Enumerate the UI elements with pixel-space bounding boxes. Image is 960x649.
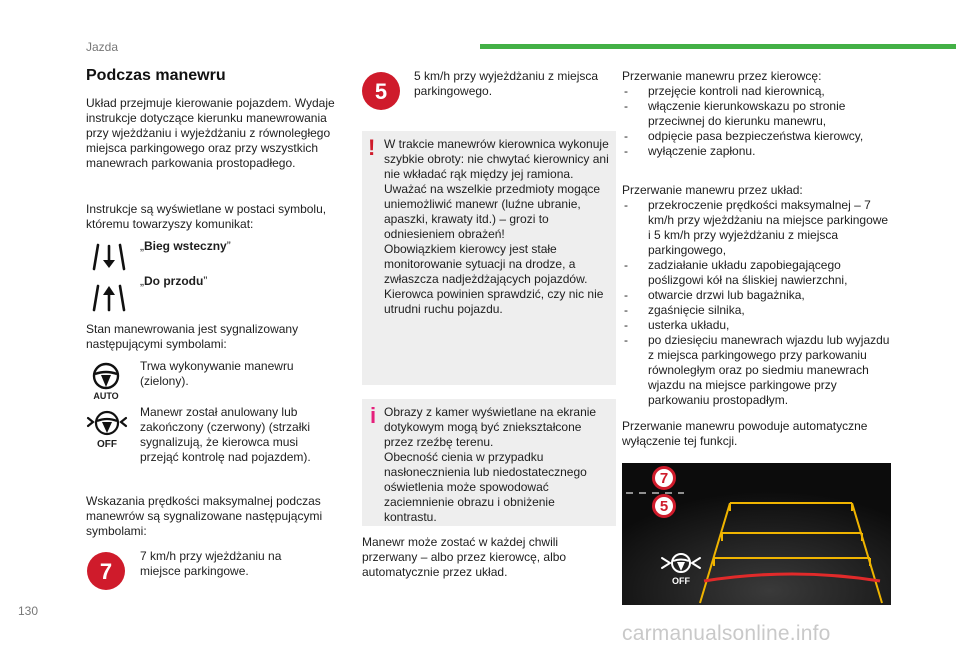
list-item: - wyłączenie zapłonu. (622, 144, 892, 159)
info-text (384, 405, 610, 525)
section-bar (480, 44, 956, 49)
warning-icon: ! (368, 135, 376, 160)
status-cancelled-text: Manewr został anulowany lub zakończony (czerwony) (strzałki sygnalizują, że kierowca musi przejąć kontrolę nad pojazdem). (140, 405, 311, 464)
list-item: - przejęcie kontroli nad kierownicą, (622, 84, 892, 99)
status-active-text: Trwa wykonywanie manewru (zielony). (140, 359, 294, 388)
off-label: OFF (97, 439, 117, 450)
warning-text (384, 137, 610, 317)
warning-text-1: W trakcie manewrów kierownica wykonuje szybkie obroty: nie chwytać kierownicy ani nie wkładać rąk między jej ramiona. Uważać na wszelkie przedmioty mogące uniemożliwić manewr (luźne ubranie, apaszki, krawaty itd.) – grozi to odniesieniem obrażeń! (384, 137, 609, 241)
speed-7-badge: 7 (87, 552, 125, 590)
list-item: - zgaśnięcie silnika, (622, 303, 892, 318)
system-interrupt-list (622, 198, 892, 408)
system-interrupt-section (622, 183, 892, 408)
intro-paragraph: Układ przejmuje kierowanie pojazdem. Wydaje instrukcje dotyczące kierunku manewrowania przy wjeżdżaniu i wyjeżdżaniu z równoległego miejsca parkingowego oraz przy wszystkich manewrach parkowania prostopadłego. (86, 96, 335, 170)
steering-off-icon (85, 408, 129, 450)
parking-camera-image (622, 463, 891, 605)
interrupt-paragraph: Manewr może zostać w każdej chwili przerwany – albo przez kierowcę, albo automatycznie przez układ. (362, 535, 567, 579)
info-box (362, 399, 616, 526)
speed-5-badge: 5 (362, 72, 400, 110)
forward-arrow-icon (92, 283, 126, 313)
watermark: carmanualsonline.info (622, 622, 831, 645)
forward-message: „Do przodu” (140, 274, 208, 288)
forward-message-text: Do przodu (144, 274, 204, 288)
list-item: - otwarcie drzwi lub bagażnika, (622, 288, 892, 303)
list-item: - po dziesięciu manewrach wjazdu lub wyjazdu z miejsca parkingowego przy parkowaniu równoległym oraz po siedmiu manewrach wjazdu na miejsce parkingowe przy parkowaniu prostopadłym. (622, 333, 892, 408)
reverse-message: „Bieg wsteczny” (140, 239, 231, 253)
status-paragraph: Stan manewrowania jest sygnalizowany następującymi symbolami: (86, 322, 299, 351)
list-item: - włączenie kierunkowskazu po stronie przeciwnej do kierunku manewru, (622, 99, 892, 129)
photo-off-label: OFF (672, 576, 690, 586)
speed-5-text: 5 km/h przy wyjeżdżaniu z miejsca parkingowego. (414, 69, 599, 98)
photo-speed-5-badge: 5 (652, 494, 676, 518)
info-text-1: Obrazy z kamer wyświetlane na ekranie dotykowym mogą być zniekształcone przez rzeźbę terenu. (384, 405, 597, 449)
list-item: - zadziałanie układu zapobiegającego poślizgowi kół na śliskiej nawierzchni, (622, 258, 892, 288)
list-item: - usterka układu, (622, 318, 892, 333)
photo-speed-7-badge: 7 (652, 466, 676, 490)
info-icon: i (370, 403, 377, 428)
steering-auto-icon (87, 361, 125, 401)
driver-interrupt-section (622, 69, 892, 159)
auto-label: AUTO (93, 391, 119, 401)
page-number: 130 (18, 604, 39, 618)
speed-7-text: 7 km/h przy wjeżdżaniu na miejsce parkingowe. (140, 549, 282, 578)
reverse-arrow-icon (92, 242, 126, 272)
section-label: Jazda (86, 40, 119, 54)
list-item: - przekroczenie prędkości maksymalnej – 7 km/h przy wjeżdżaniu na miejsce parkingowe i 5 km/h przy wyjeżdżaniu z miejsca parkingowego, (622, 198, 892, 258)
driver-interrupt-list (622, 84, 892, 159)
instructions-paragraph: Instrukcje są wyświetlane w postaci symbolu, któremu towarzyszy komunikat: (86, 202, 327, 231)
speed-paragraph: Wskazania prędkości maksymalnej podczas manewrów są sygnalizowane następującymi symbolami: (86, 494, 323, 538)
auto-off-paragraph: Przerwanie manewru powoduje automatyczne wyłączenie tej funkcji. (622, 419, 868, 448)
reverse-message-text: Bieg wsteczny (144, 239, 227, 253)
system-interrupt-title: Przerwanie manewru przez układ: (622, 183, 803, 197)
section-title: Podczas manewru (86, 67, 226, 84)
list-item: - odpięcie pasa bezpieczeństwa kierowcy, (622, 129, 892, 144)
driver-interrupt-title: Przerwanie manewru przez kierowcę: (622, 69, 822, 83)
info-text-2: Obecność cienia w przypadku nasłonecznienia lub niedostatecznego oświetlenia może spowodować zaciemnienie obrazu i obniżenie kontrastu. (384, 450, 587, 524)
warning-box (362, 131, 616, 385)
warning-text-2: Obowiązkiem kierowcy jest stałe monitorowanie sytuacji na drodze, a zwłaszcza nadjeżdżających pojazdów. Kierowca powinien sprawdzić, czy nic nie utrudni ruchu pojazdu. (384, 242, 604, 316)
